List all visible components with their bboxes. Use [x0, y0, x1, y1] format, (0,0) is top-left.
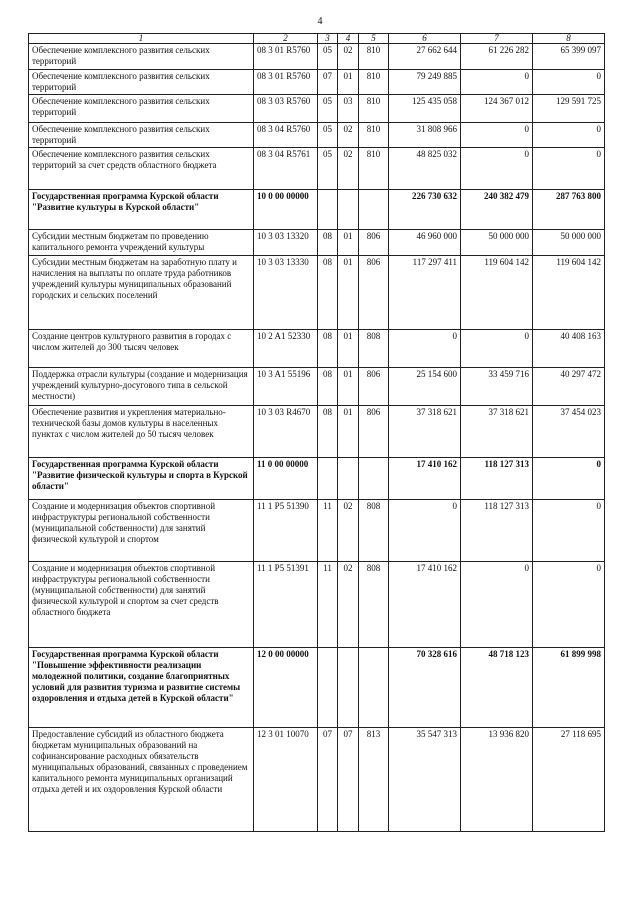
row-subsection: 03 [338, 95, 359, 123]
row-amount-year-1: 79 249 885 [389, 70, 461, 95]
row-subsection: 02 [338, 500, 359, 562]
row-amount-year-3: 37 454 023 [533, 406, 605, 458]
row-amount-year-1: 117 297 411 [389, 256, 461, 330]
row-expense-type [359, 458, 389, 500]
row-subsection: 01 [338, 368, 359, 406]
row-amount-year-2: 13 936 820 [461, 728, 533, 832]
row-name: Поддержка отрасли культуры (создание и модернизация учреждений культурно-досугового типа в сельской местности) [29, 368, 254, 406]
row-amount-year-3: 40 408 163 [533, 330, 605, 368]
row-subsection: 01 [338, 406, 359, 458]
row-code: 10 3 03 13330 [254, 256, 318, 330]
row-code: 11 1 P5 51391 [254, 562, 318, 648]
row-code: 10 0 00 00000 [254, 190, 318, 230]
row-name: Обеспечение комплексного развития сельских территорий [29, 70, 254, 95]
row-name: Предоставление субсидий из областного бюджета бюджетам муниципальных образований на софинансирование расходных обязательств муниципальных образований, связанных с проведением капитального ремонта муниципальных организаций отдыха детей и их оздоровления Курской области [29, 728, 254, 832]
row-subsection [338, 648, 359, 728]
row-amount-year-3: 0 [533, 458, 605, 500]
row-subsection: 01 [338, 330, 359, 368]
row-name: Государственная программа Курской области "Развитие культуры в Курской области" [29, 190, 254, 230]
table-row [29, 500, 605, 562]
row-amount-year-1: 125 435 058 [389, 95, 461, 123]
row-section: 08 [318, 256, 338, 330]
table-row [29, 368, 605, 406]
row-amount-year-2: 48 718 123 [461, 648, 533, 728]
row-expense-type: 808 [359, 500, 389, 562]
row-amount-year-2: 124 367 012 [461, 95, 533, 123]
row-expense-type: 810 [359, 123, 389, 148]
table-row [29, 70, 605, 95]
table-row [29, 648, 605, 728]
row-code: 10 3 03 R4670 [254, 406, 318, 458]
row-expense-type: 806 [359, 368, 389, 406]
row-section [318, 648, 338, 728]
row-expense-type: 806 [359, 406, 389, 458]
row-code: 10 2 A1 52330 [254, 330, 318, 368]
row-amount-year-1: 35 547 313 [389, 728, 461, 832]
row-amount-year-1: 70 328 616 [389, 648, 461, 728]
row-expense-type: 813 [359, 728, 389, 832]
row-subsection: 02 [338, 148, 359, 190]
row-section: 05 [318, 123, 338, 148]
row-amount-year-3: 119 604 142 [533, 256, 605, 330]
row-amount-year-3: 0 [533, 123, 605, 148]
row-section: 08 [318, 368, 338, 406]
row-amount-year-1: 0 [389, 500, 461, 562]
row-subsection [338, 190, 359, 230]
row-amount-year-3: 0 [533, 562, 605, 648]
table-row [29, 458, 605, 500]
row-amount-year-1: 31 808 966 [389, 123, 461, 148]
table-row [29, 148, 605, 190]
row-amount-year-2: 61 226 282 [461, 44, 533, 70]
row-subsection [338, 458, 359, 500]
row-section: 05 [318, 148, 338, 190]
row-name: Обеспечение развития и укрепления материально-технической базы домов культуры в населенных пунктах с числом жителей до 50 тысяч человек [29, 406, 254, 458]
row-amount-year-3: 0 [533, 70, 605, 95]
row-amount-year-3: 0 [533, 148, 605, 190]
column-header: 7 [461, 34, 533, 44]
column-header: 5 [359, 34, 389, 44]
row-amount-year-1: 25 154 600 [389, 368, 461, 406]
table-row [29, 562, 605, 648]
row-amount-year-1: 27 662 644 [389, 44, 461, 70]
row-section: 08 [318, 230, 338, 256]
row-code: 10 3 A1 55196 [254, 368, 318, 406]
row-expense-type: 810 [359, 95, 389, 123]
row-amount-year-1: 48 825 032 [389, 148, 461, 190]
row-amount-year-2: 50 000 000 [461, 230, 533, 256]
row-name: Обеспечение комплексного развития сельских территорий [29, 123, 254, 148]
row-section: 11 [318, 500, 338, 562]
row-subsection: 07 [338, 728, 359, 832]
row-expense-type: 810 [359, 148, 389, 190]
row-amount-year-2: 119 604 142 [461, 256, 533, 330]
row-amount-year-2: 240 382 479 [461, 190, 533, 230]
row-amount-year-2: 0 [461, 70, 533, 95]
row-expense-type: 808 [359, 562, 389, 648]
row-amount-year-3: 27 118 695 [533, 728, 605, 832]
column-header: 6 [389, 34, 461, 44]
column-header: 4 [338, 34, 359, 44]
row-section [318, 190, 338, 230]
row-code: 11 0 00 00000 [254, 458, 318, 500]
row-subsection: 02 [338, 44, 359, 70]
row-subsection: 01 [338, 256, 359, 330]
table-row [29, 406, 605, 458]
row-expense-type: 806 [359, 230, 389, 256]
budget-table [28, 33, 605, 832]
row-section: 07 [318, 728, 338, 832]
table-row [29, 44, 605, 70]
row-expense-type [359, 648, 389, 728]
row-subsection: 02 [338, 123, 359, 148]
row-subsection: 01 [338, 70, 359, 95]
row-expense-type: 810 [359, 44, 389, 70]
row-expense-type: 810 [359, 70, 389, 95]
row-expense-type: 806 [359, 256, 389, 330]
row-name: Субсидии местным бюджетам на заработную плату и начисления на выплаты по оплате труда работников учреждений культуры муниципальных образований городских и сельских поселений [29, 256, 254, 330]
row-subsection: 01 [338, 230, 359, 256]
row-amount-year-3: 0 [533, 500, 605, 562]
row-amount-year-3: 129 591 725 [533, 95, 605, 123]
table-row [29, 230, 605, 256]
column-header: 8 [533, 34, 605, 44]
table-row [29, 123, 605, 148]
row-amount-year-2: 118 127 313 [461, 458, 533, 500]
row-section: 11 [318, 562, 338, 648]
row-code: 10 3 03 13320 [254, 230, 318, 256]
row-code: 08 3 03 R5760 [254, 95, 318, 123]
row-amount-year-2: 118 127 313 [461, 500, 533, 562]
row-name: Обеспечение комплексного развития сельских территорий [29, 44, 254, 70]
row-amount-year-1: 17 410 162 [389, 562, 461, 648]
row-amount-year-3: 287 763 800 [533, 190, 605, 230]
row-name: Создание центров культурного развития в городах с числом жителей до 300 тысяч человек [29, 330, 254, 368]
table-row [29, 728, 605, 832]
row-amount-year-3: 65 399 097 [533, 44, 605, 70]
row-amount-year-1: 0 [389, 330, 461, 368]
row-code: 08 3 01 R5760 [254, 70, 318, 95]
table-row [29, 95, 605, 123]
row-amount-year-3: 40 297 472 [533, 368, 605, 406]
row-name: Субсидии местным бюджетам по проведению капитального ремонта учреждений культуры [29, 230, 254, 256]
row-amount-year-2: 33 459 716 [461, 368, 533, 406]
row-section: 07 [318, 70, 338, 95]
page-number: 4 [317, 16, 323, 27]
table-row [29, 190, 605, 230]
row-code: 08 3 04 R5761 [254, 148, 318, 190]
row-section: 05 [318, 95, 338, 123]
table-row [29, 330, 605, 368]
row-code: 12 3 01 10070 [254, 728, 318, 832]
row-expense-type: 808 [359, 330, 389, 368]
row-section: 05 [318, 44, 338, 70]
row-amount-year-3: 61 899 998 [533, 648, 605, 728]
row-name: Обеспечение комплексного развития сельских территорий [29, 95, 254, 123]
row-amount-year-1: 37 318 621 [389, 406, 461, 458]
row-amount-year-3: 50 000 000 [533, 230, 605, 256]
row-section [318, 458, 338, 500]
row-name: Государственная программа Курской области "Развитие физической культуры и спорта в Курской области" [29, 458, 254, 500]
row-amount-year-1: 17 410 162 [389, 458, 461, 500]
row-amount-year-2: 0 [461, 148, 533, 190]
table-row [29, 256, 605, 330]
row-expense-type [359, 190, 389, 230]
row-amount-year-1: 226 730 632 [389, 190, 461, 230]
row-amount-year-2: 0 [461, 562, 533, 648]
row-code: 11 1 P5 51390 [254, 500, 318, 562]
row-name: Создание и модернизация объектов спортивной инфраструктуры региональной собственности (муниципальной собственности) для занятий физической культурой и спортом за счет средств областного бюджета [29, 562, 254, 648]
row-amount-year-2: 37 318 621 [461, 406, 533, 458]
column-header: 3 [318, 34, 338, 44]
row-section: 08 [318, 330, 338, 368]
row-code: 12 0 00 00000 [254, 648, 318, 728]
row-amount-year-2: 0 [461, 330, 533, 368]
row-name: Государственная программа Курской области "Повышение эффективности реализации молодежной политики, создание благоприятных условий для развития туризма и развитие системы оздоровления и отдыха детей в Курской области" [29, 648, 254, 728]
column-header: 2 [254, 34, 318, 44]
row-code: 08 3 01 R5760 [254, 44, 318, 70]
column-header: 1 [29, 34, 254, 44]
row-amount-year-2: 0 [461, 123, 533, 148]
row-section: 08 [318, 406, 338, 458]
row-code: 08 3 04 R5760 [254, 123, 318, 148]
row-name: Создание и модернизация объектов спортивной инфраструктуры региональной собственности (муниципальной собственности) для занятий физической культурой и спортом [29, 500, 254, 562]
row-amount-year-1: 46 960 000 [389, 230, 461, 256]
row-name: Обеспечение комплексного развития сельских территорий за счет средств областного бюджета [29, 148, 254, 190]
row-subsection: 02 [338, 562, 359, 648]
header-row [29, 34, 605, 44]
